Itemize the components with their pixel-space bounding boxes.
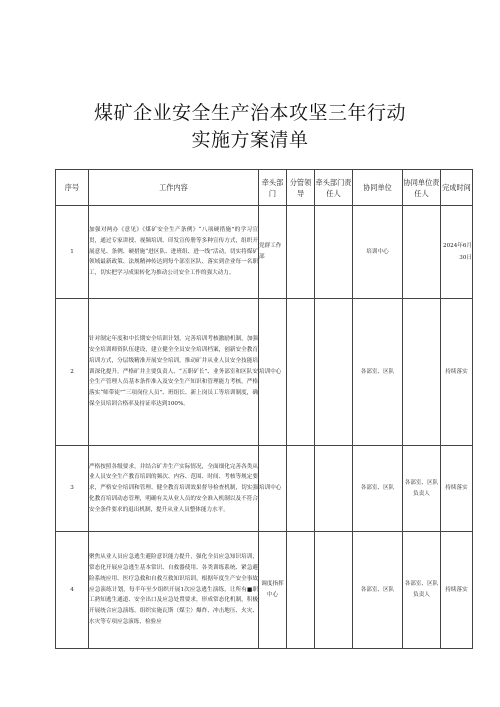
row-coop-person: 各部室、区队负责人: [403, 446, 441, 532]
row-leader: [287, 206, 315, 299]
table-header-row: [56, 170, 473, 206]
row-lead-dept: 培训中心: [259, 299, 287, 446]
table-row: [56, 206, 473, 299]
row-lead-dept: 培训中心: [259, 446, 287, 532]
row-coop-unit: 各部室、区队: [353, 446, 403, 532]
row-leader: [287, 299, 315, 446]
row-content-text: 严格按照各级要求，并结合矿井生产实际情况，全面细化完善各类从业人员安全生产教育培训的频次、内容、范围、时间、考核等规定要求，严格安全培训和管理、健全教育培训效果督导检查机制，切实强化教育培训动态管理，明确有关从业人员的安全准入机制以及不符合安全条件要求的退出机制，提升从业人员整体能力水平。: [89, 463, 258, 513]
header-lead-dept: 牵头部门: [259, 170, 287, 206]
row-coop-person: 各部室、区队负责人: [403, 532, 441, 649]
row-leader: [287, 446, 315, 532]
row-seq: 2: [56, 299, 89, 446]
row-content-text: 加强对两办《意见》《煤矿安全生产条例》“八项硬措施”的学习宣贯，通过专家讲授、视频培训、印发宣传册等多种宣传方式，组织开展意见、条例、硬措施“进区队、进班组、进一线”活动，切实将煤矿领域最新政策、法规精神传达到每个部室区队、落实到企业每一名职工，切实把学习成果转化为推动公司安全工作的强大动力。: [89, 227, 258, 277]
header-leader: 分管领导: [287, 170, 315, 206]
row-coop-person: [403, 299, 441, 446]
row-lead-dept: 调度指挥中心: [259, 532, 287, 649]
header-coop-unit: 协同单位: [353, 170, 403, 206]
row-content-text: 针对制定年度和中长期安全培训计划，完善培训考核激励机制，加强安全培训师资队伍建设，建立健全全员安全培训档案，创新安全教育培训方式，分层级精准开展安全培训，推动矿井从业人员安全技能培训深化提升。严格矿井主要负责人、“五职矿长”、业务部室和区队安全生产管理人员基本条件准入及安全生产知识和管理能力考核，严格落实“师带徒”“三项岗位人员”、班组长、新上岗员工等培训制度，确保全员培训合格率及持证率达到100%。: [89, 336, 258, 407]
row-lead-person: [315, 446, 353, 532]
row-lead-person: [315, 299, 353, 446]
header-deadline: 完成时间: [441, 170, 473, 206]
row-seq: 4: [56, 532, 89, 649]
header-coop-person: 协同单位责任人: [403, 170, 441, 206]
header-seq: 序号: [56, 170, 89, 206]
row-lead-person: [315, 532, 353, 649]
header-lead-person: 牵头部门责任人: [315, 170, 353, 206]
row-seq: 3: [56, 446, 89, 532]
table-row: [56, 446, 473, 532]
document-title-line2: 实施方案清单: [191, 129, 309, 151]
header-work: 工作内容: [89, 170, 259, 206]
row-lead-dept: 党群工作部: [259, 206, 287, 299]
plan-table: [55, 169, 473, 649]
row-content: [89, 446, 259, 532]
row-lead-person: [315, 206, 353, 299]
row-content: [89, 299, 259, 446]
row-content: [89, 206, 259, 299]
row-deadline: 持续落实: [441, 299, 473, 446]
row-leader: [287, 532, 315, 649]
table-row: [56, 532, 473, 649]
row-deadline: 2024年6月30日: [441, 206, 473, 299]
row-seq: 1: [56, 206, 89, 299]
table-row: [56, 299, 473, 446]
row-coop-unit: 培训中心: [353, 206, 403, 299]
document-title-line1: 煤矿企业安全生产治本攻坚三年行动: [93, 102, 406, 124]
row-coop-unit: 各部室、区队: [353, 299, 403, 446]
row-content-text: 聚焦从业人员应急逃生避险意识能力提升，强化全员应急知识培训，常态化开展应急逃生基本常识、自救器使用、各类训练系统、紧急避险系统应用、医疗急救和自救互救知识培训。根据年度生产安全事故应急演练计划，每半年至少组织开展1次应急逃生演练，让所有■职工熟知逃生通道、安全出口及应急处置要求，形成常态化机制，积极开展统合应急演练。组织实施瓦斯（煤尘）爆炸、冲击地压、火灾、水灾等专项应急演练，检验应: [89, 554, 258, 625]
row-deadline: 持续落实: [441, 532, 473, 649]
row-deadline: 持续落实: [441, 446, 473, 532]
row-coop-person: [403, 206, 441, 299]
row-content: [89, 532, 259, 649]
row-coop-unit: 各部室、区队: [353, 532, 403, 649]
